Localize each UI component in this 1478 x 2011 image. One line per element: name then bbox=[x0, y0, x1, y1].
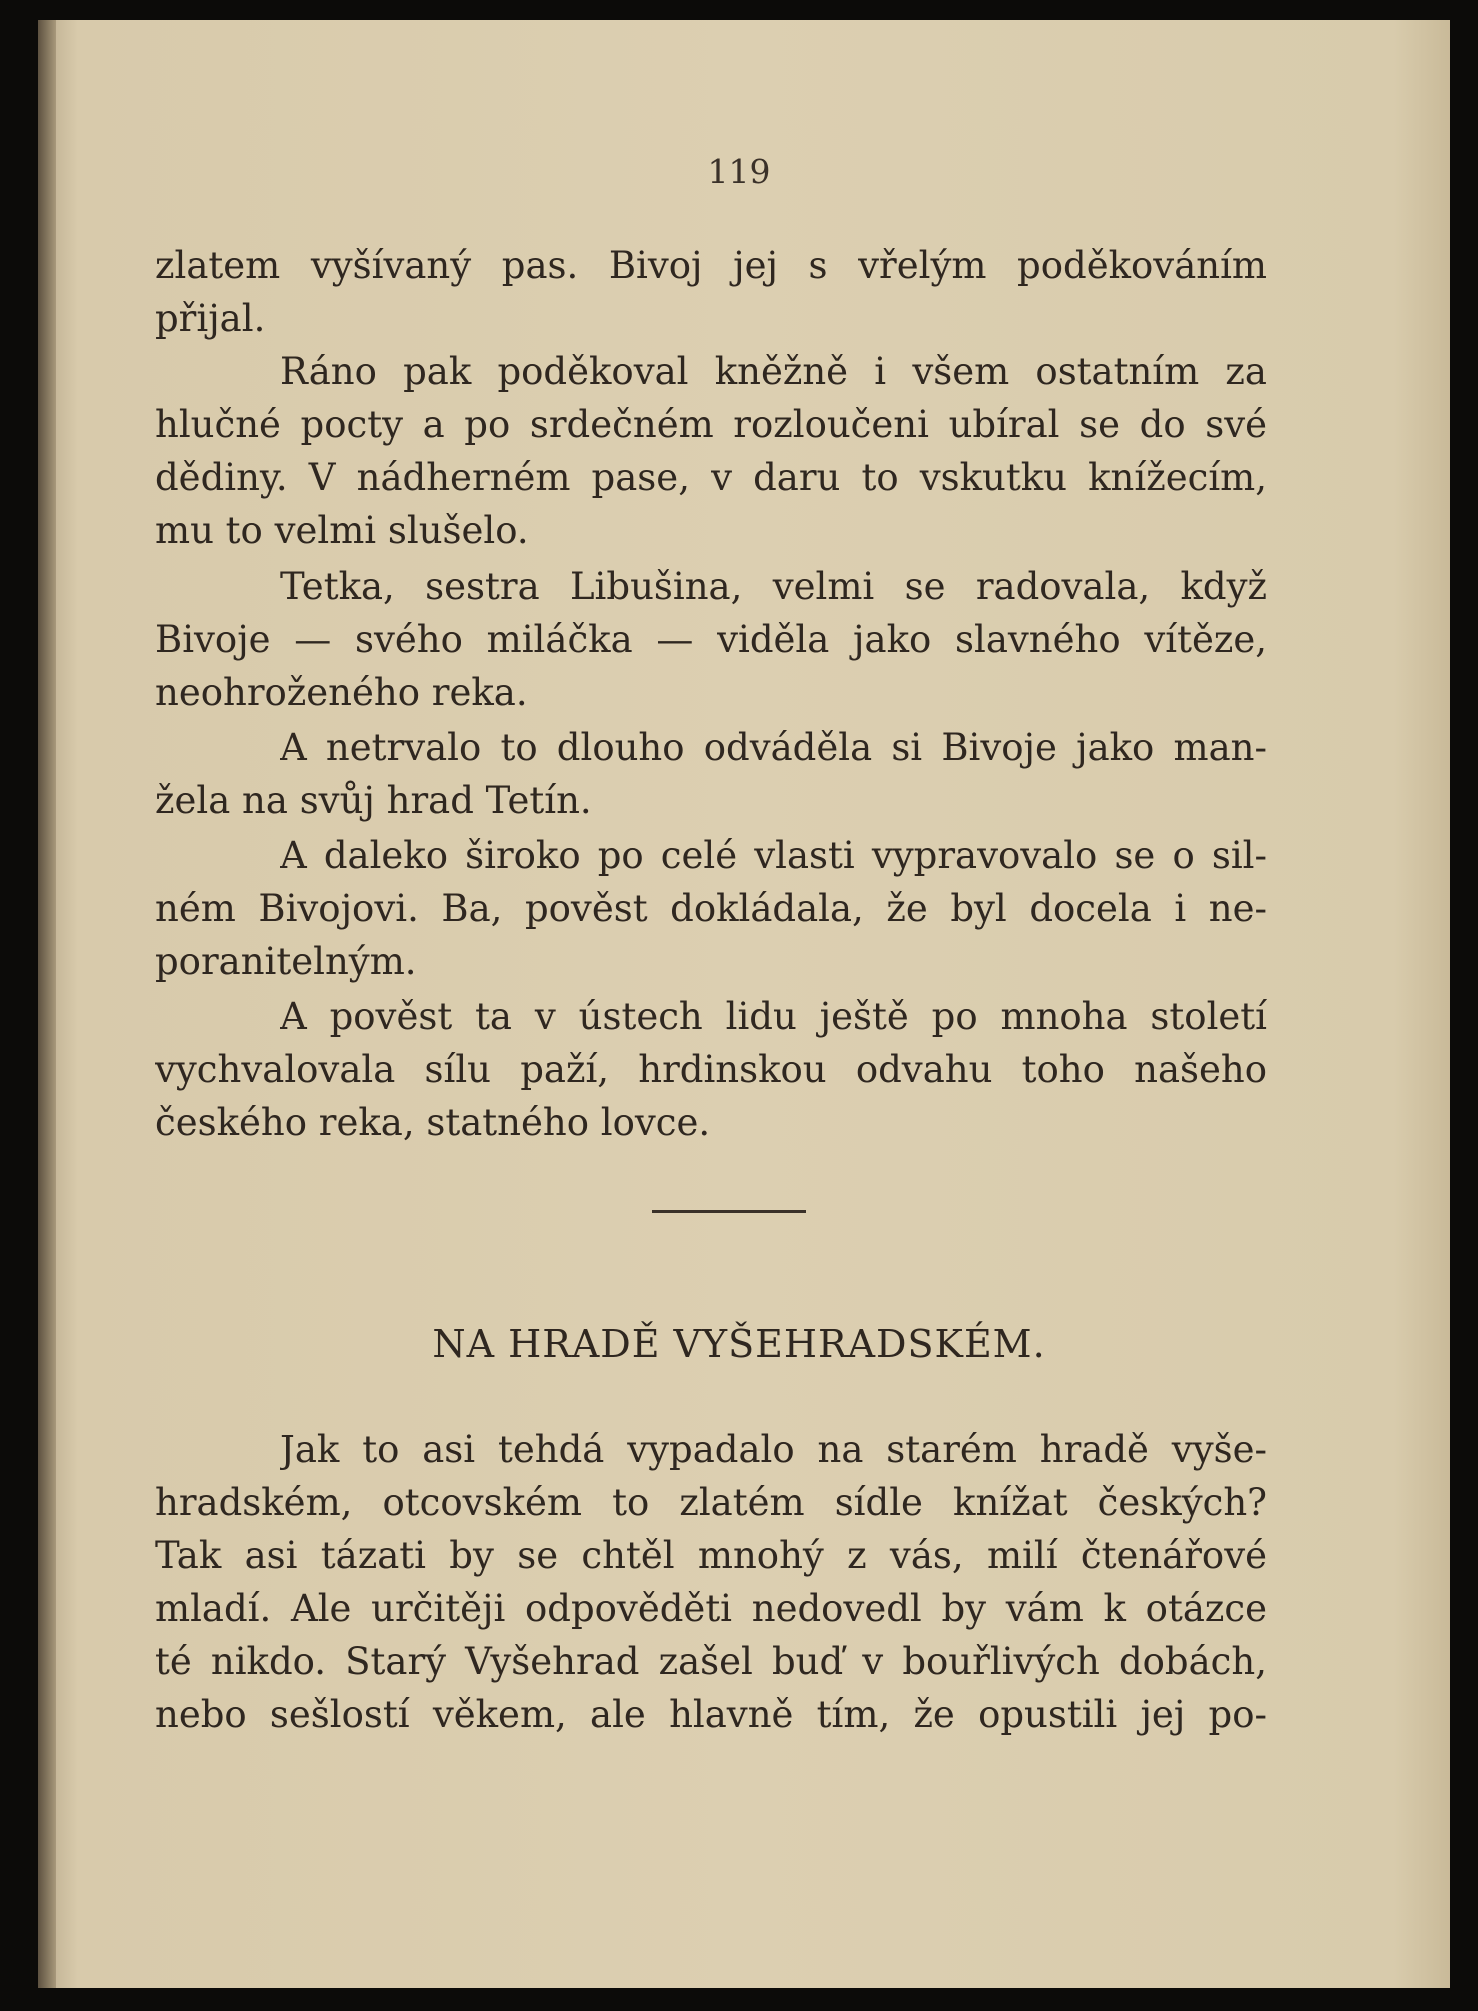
text-line: Bivoje — svého miláčka — viděla jako slavného vítěze, bbox=[155, 618, 1267, 661]
text-line: té nikdo. Starý Vyšehrad zašel buď v bouřlivých dobách, bbox=[155, 1640, 1267, 1683]
text-line: přijal. bbox=[155, 297, 266, 340]
text-line: hlučné pocty a po srdečném rozloučeni ubíral se do své bbox=[155, 403, 1267, 446]
text-line: českého reka, statného lovce. bbox=[155, 1101, 711, 1144]
text-line: Jak to asi tehdá vypadalo na starém hradě vyše- bbox=[280, 1428, 1267, 1471]
text-line: nebo sešlostí věkem, ale hlavně tím, že opustili jej po- bbox=[155, 1693, 1267, 1736]
chapter-heading: NA HRADĚ VYŠEHRADSKÉM. bbox=[432, 1322, 1046, 1366]
text-line: Tak asi tázati by se chtěl mnohý z vás, milí čtenářové bbox=[155, 1534, 1267, 1577]
text-line: Tetka, sestra Libušina, velmi se radovala, když bbox=[280, 565, 1267, 608]
text-line: mu to velmi slušelo. bbox=[155, 509, 529, 552]
text-line: Ráno pak poděkoval kněžně i všem ostatním za bbox=[280, 350, 1267, 393]
text-line: A daleko široko po celé vlasti vypravovalo se o sil- bbox=[280, 834, 1267, 877]
text-line: A pověst ta v ústech lidu ještě po mnoha století bbox=[280, 995, 1267, 1038]
text-line: mladí. Ale určitěji odpověděti nedovedl by vám k otázce bbox=[155, 1587, 1267, 1630]
page-number: 119 bbox=[707, 152, 771, 191]
text-line: neohroženého reka. bbox=[155, 671, 528, 714]
text-line: žela na svůj hrad Tetín. bbox=[155, 779, 592, 822]
text-line: poranitelným. bbox=[155, 940, 417, 983]
text-line: hradském, otcovském to zlatém sídle knížat českých? bbox=[155, 1481, 1267, 1524]
text-line: zlatem vyšívaný pas. Bivoj jej s vřelým poděkováním bbox=[155, 244, 1267, 287]
text-line: A netrvalo to dlouho odváděla si Bivoje jako man- bbox=[280, 726, 1267, 769]
text-line: vychvalovala sílu paží, hrdinskou odvahu toho našeho bbox=[155, 1048, 1267, 1091]
text-line: ném Bivojovi. Ba, pověst dokládala, že byl docela i ne- bbox=[155, 887, 1267, 930]
text-line: dědiny. V nádherném pase, v daru to vskutku knížecím, bbox=[155, 456, 1267, 499]
section-divider bbox=[652, 1210, 806, 1213]
book-spine-shadow bbox=[38, 20, 56, 1988]
